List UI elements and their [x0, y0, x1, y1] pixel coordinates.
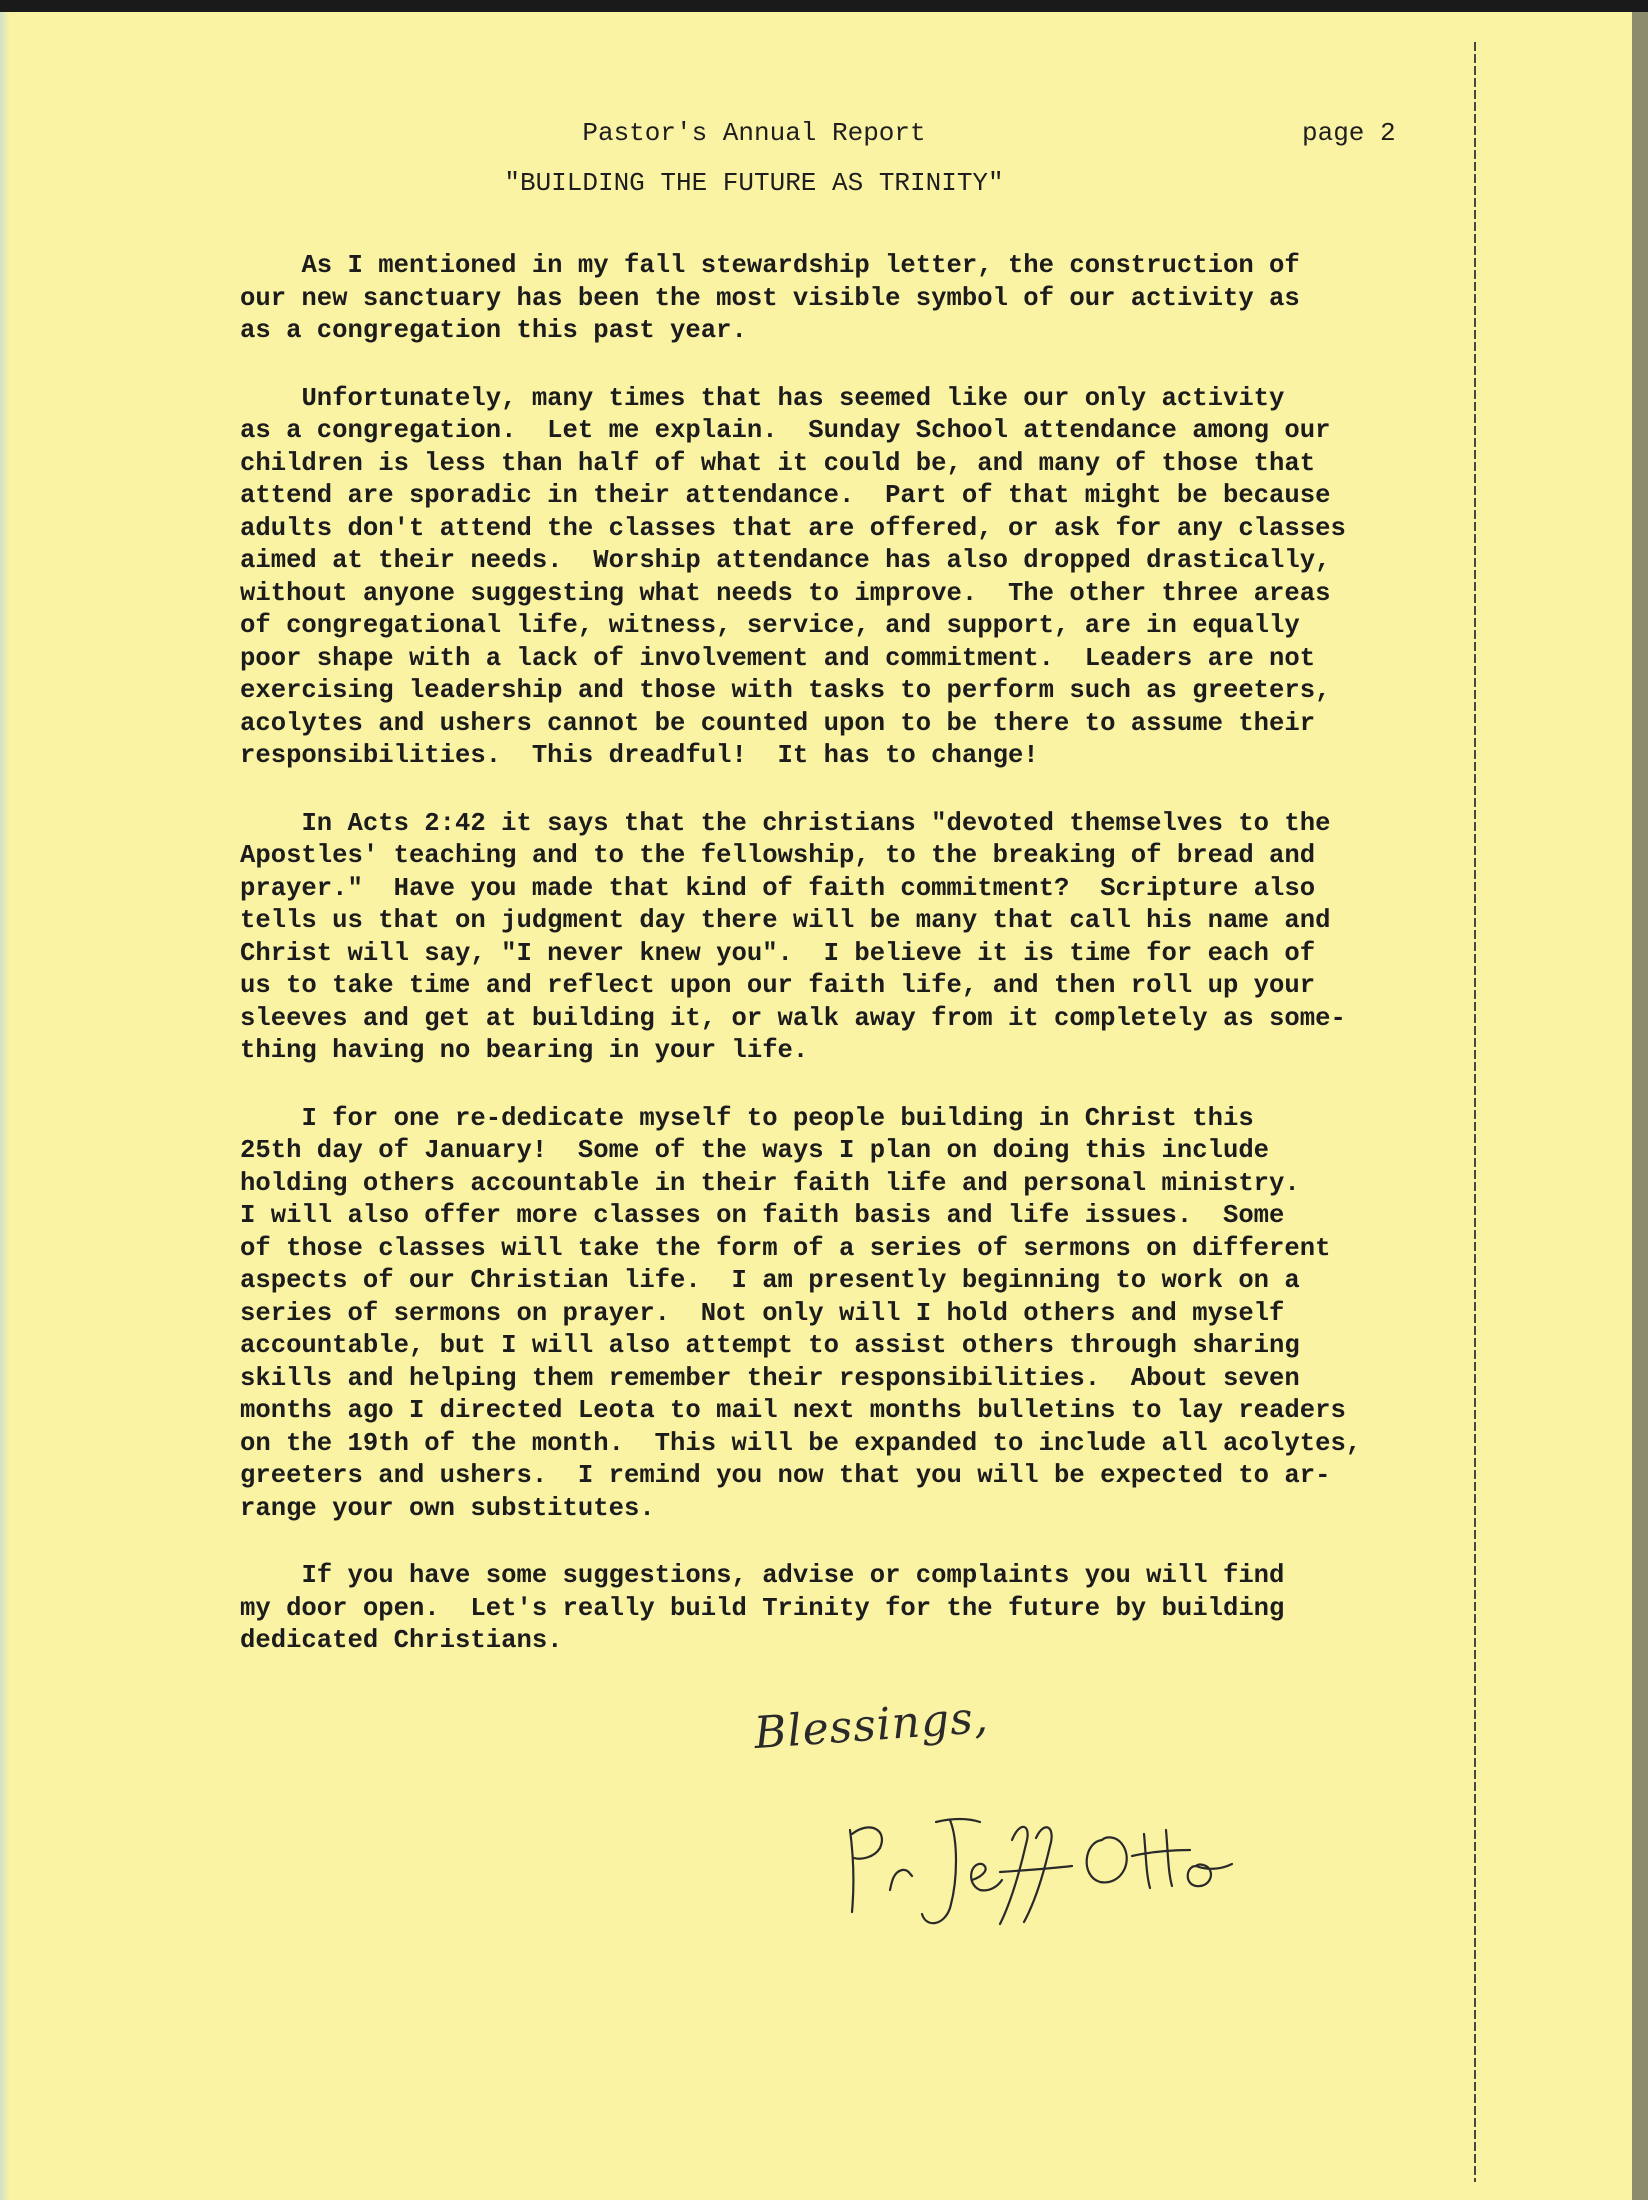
handwritten-signature — [840, 1800, 1240, 1940]
letter-body — [240, 250, 1450, 1693]
fold-line — [1474, 42, 1476, 2182]
paragraph-problems: Unfortunately, many times that has seemed like our only activity as a congregation. Let me explain. Sunday School attendance among our children is less than half of what it could be, and many of those that attend are sporadic in their attendance. Part of that might be because adults don't attend the classes that are offered, or ask for any classes aimed at their needs. Worship attendance has also dropped drastically, without anyone suggesting what needs to improve. The other three areas of congregational life, witness, service, and support, are in equally poor shape with a lack of involvement and commitment. Leaders are not exercising leadership and those with tasks to perform such as greeters, acolytes and ushers cannot be counted upon to be there to assume their responsibilities. This dreadful! It has to change! — [240, 383, 1346, 770]
scan-edge — [1632, 12, 1648, 2200]
paragraph-rededication: I for one re-dedicate myself to people building in Christ this 25th day of January! Some of the ways I plan on doing this include holding others accountable in their faith life and personal ministry. I will also offer more classes on faith basis and life issues. Some of those classes will take the form of a series of sermons on different aspects of our Christian life. I am presently beginning to work on a series of sermons on prayer. Not only will I hold others and myself accountable, but I will also attempt to assist others through sharing skills and helping them remember their responsibilities. About seven months ago I directed Leota to mail next months bulletins to lay readers on the 19th of the month. This will be expanded to include all acolytes, greeters and ushers. I remind you now that you will be expected to ar- range your own substitutes. — [240, 1103, 1362, 1523]
handwritten-closing: Blessings, — [752, 1691, 991, 1760]
page-number: page 2 — [1302, 118, 1396, 148]
report-title: Pastor's Annual Report — [582, 118, 926, 148]
paragraph-scripture: In Acts 2:42 it says that the christians "devoted themselves to the Apostles' teaching and to the fellowship, to the breaking of bread and prayer." Have you made that kind of faith commitment? Scripture also tells us that on judgment day there will be many that call his name and Christ will say, "I never knew you". I believe it is time for each of us to take time and reflect upon our faith life, and then roll up your sleeves and get at building it, or walk away from it completely as some- thing having no bearing in your life. — [240, 808, 1346, 1065]
paragraph-closing: If you have some suggestions, advise or complaints you will find my door open. Let's really build Trinity for the future by building dedicated Christians. — [240, 1561, 1285, 1655]
paragraph-intro: As I mentioned in my fall stewardship letter, the construction of our new sanctuary has been the most visible symbol of our activity as as a congregation this past year. — [240, 251, 1300, 345]
report-subtitle: "BUILDING THE FUTURE AS TRINITY" — [504, 168, 1004, 198]
